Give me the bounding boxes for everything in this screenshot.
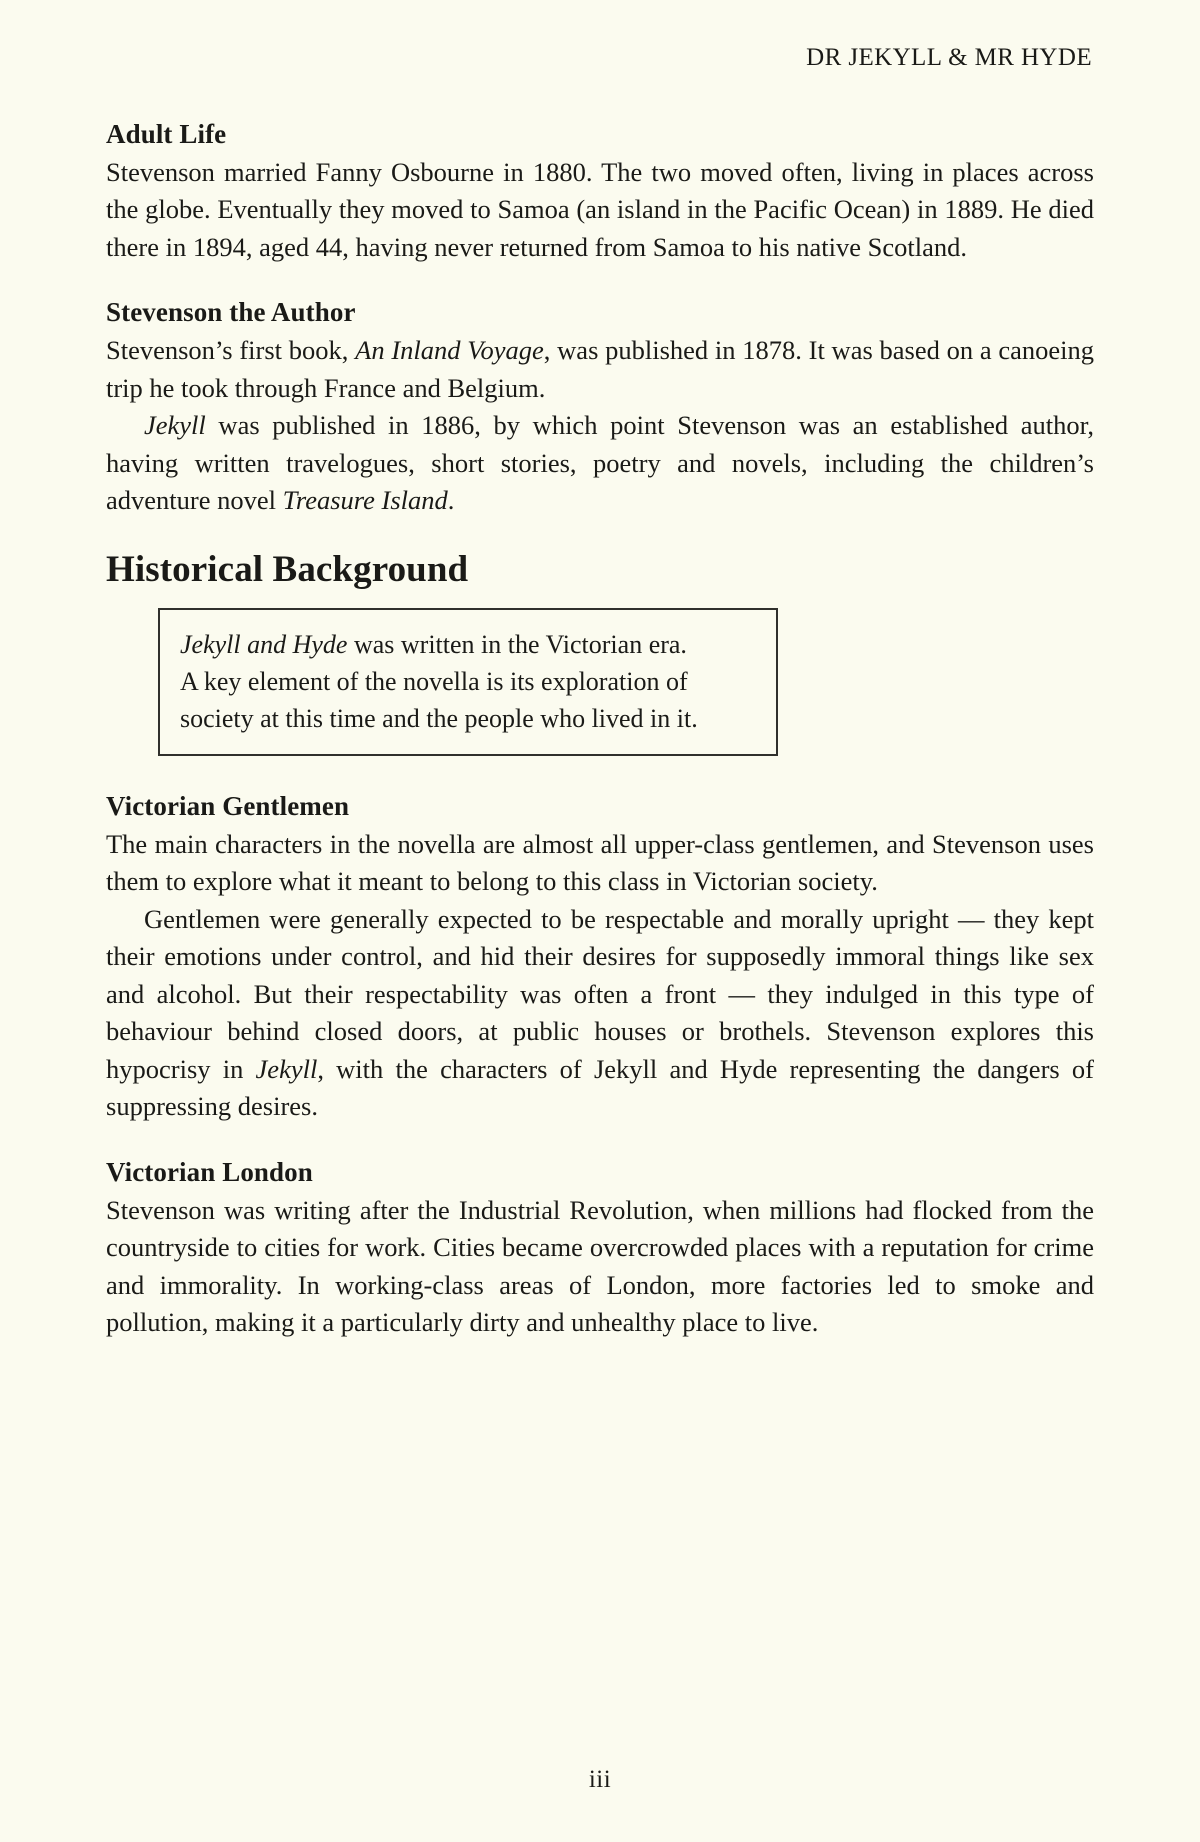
section-stevenson-the-author <box>106 296 1094 519</box>
paragraph-victorian-london: Stevenson was writing after the Industrial Revolution, when millions had flocked from the countryside to cities for work. Cities became overcrowded places with a reputation for crime and immorality. In working-class areas of London, more factories led to smoke and pollution, making it a particularly dirty and unhealthy place to live. <box>106 1194 1094 1338</box>
callout-line-2: A key element of the novella is its exploration of <box>180 667 688 697</box>
text-run: was published in 1886, by which point Stevenson was an established author, having written travelogues, short stories, poetry and novels, including the children’s adventure novel <box>106 410 1094 515</box>
section-historical-background <box>106 550 1094 757</box>
text-run: . <box>447 485 455 515</box>
heading-victorian-london: Victorian London <box>106 1156 313 1187</box>
text-run: was written in the Victorian era. <box>347 630 687 660</box>
heading-historical-background: Historical Background <box>106 548 469 590</box>
section-victorian-london <box>106 1156 1094 1342</box>
paragraph-gentlemen-respectability <box>106 901 1094 1126</box>
heading-stevenson-the-author: Stevenson the Author <box>106 297 356 328</box>
section-adult-life <box>106 118 1094 266</box>
book-title-jekyll-and-hyde: Jekyll and Hyde <box>180 630 348 660</box>
heading-adult-life: Adult Life <box>106 119 227 149</box>
section-victorian-gentlemen <box>106 790 1094 1126</box>
book-title-treasure-island: Treasure Island <box>282 485 448 515</box>
text-run: Gentlemen were generally expected to be respectable and morally upright — they kept their emotions under control, and hid their desires for supposedly immoral things like sex and alcohol. But their respectability was often a front — they indulged in this type of behaviour behind closed doors, at public houses or brothels. Stevenson explores this hypocrisy in <box>106 903 1094 1084</box>
text-run: Stevenson’s first book, <box>106 335 356 365</box>
text-run: , with the characters of Jekyll and Hyde representing the dangers of suppressing desires. <box>106 1053 1094 1122</box>
paragraph-author-jekyll-published <box>106 407 1094 520</box>
book-title-jekyll: Jekyll <box>255 1053 318 1084</box>
page-number: iii <box>588 1766 612 1793</box>
book-title-jekyll: Jekyll <box>144 410 206 440</box>
callout-line-3: society at this time and the people who lived in it. <box>180 704 698 734</box>
callout-box <box>158 608 778 756</box>
heading-victorian-gentlemen: Victorian Gentlemen <box>106 791 350 822</box>
paragraph-author-first-book <box>106 332 1094 407</box>
paragraph-adult-life: Stevenson married Fanny Osbourne in 1880. The two moved often, living in places across the globe. Eventually they moved to Samoa (an island in the Pacific Ocean) in 1889. He died there in 1894, aged 44, having never returned from Samoa to his native Scotland. <box>106 156 1094 262</box>
spacer <box>106 1126 1094 1156</box>
book-title-an-inland-voyage: An Inland Voyage <box>355 335 544 365</box>
spacer <box>106 266 1094 296</box>
paragraph-gentlemen-main-characters: The main characters in the novella are almost all upper-class gentlemen, and Stevenson uses them to explore what it meant to belong to this class in Victorian society. <box>106 828 1094 897</box>
callout-line-1 <box>180 626 756 663</box>
running-header: DR JEKYLL & MR HYDE <box>806 44 1092 71</box>
text-run: , was published in 1878. It was based on a canoeing trip he took through France and Belgium. <box>106 335 1094 403</box>
